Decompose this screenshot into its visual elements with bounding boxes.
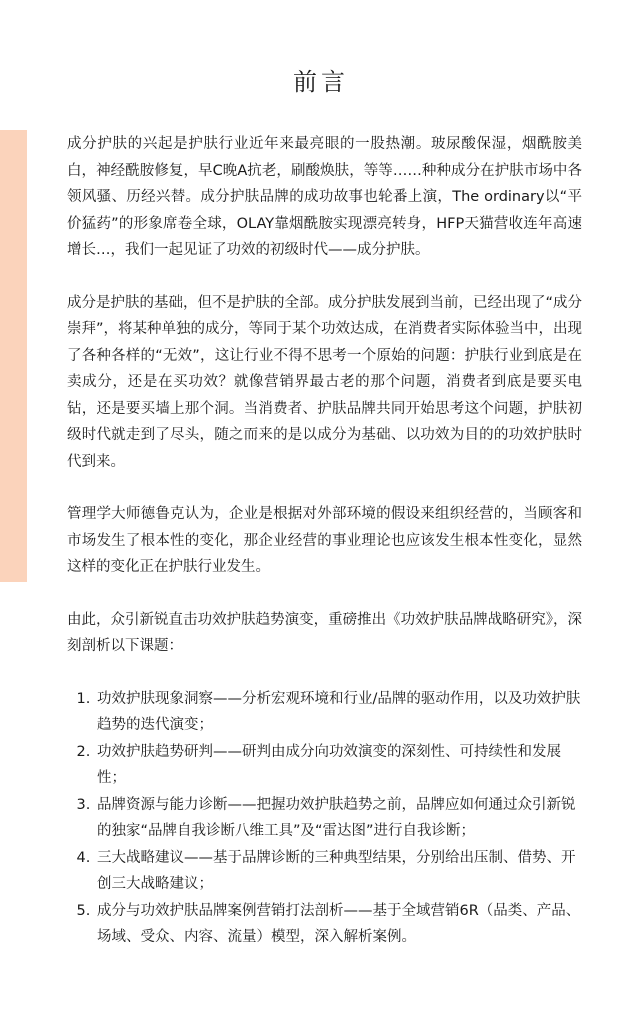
topic-item: 1. 功效护肤现象洞察——分析宏观环境和行业/品牌的驱动作用，以及功效护肤趋势的迭代演变； bbox=[95, 686, 582, 739]
paragraph-3: 管理学大师德鲁克认为，企业是根据对外部环境的假设来组织经营的，当顾客和市场发生了根本性的变化，那企业经营的事业理论也应该发生根本性变化，显然这样的变化正在护肤行业发生。 bbox=[67, 506, 582, 575]
paragraph-4: 由此，众引新锐直击功效护肤趋势演变，重磅推出《功效护肤品牌战略研究》，深刻剖析以下课题： bbox=[67, 611, 582, 654]
page-title: 前言 bbox=[293, 68, 349, 96]
topic-item: 5. 成分与功效护肤品牌案例营销打法剖析——基于全域营销6R（品类、产品、场域、受众、内容、流量）模型，深入解析案例。 bbox=[95, 898, 582, 951]
topic-item: 4. 三大战略建议——基于品牌诊断的三种典型结果，分别给出压制、借势、开创三大战略建议； bbox=[95, 845, 582, 898]
topic-list bbox=[67, 686, 582, 951]
preface-body bbox=[67, 131, 582, 951]
topic-item: 2. 功效护肤趋势研判——研判由成分向功效演变的深刻性、可持续性和发展性； bbox=[95, 739, 582, 792]
topic-item: 3. 品牌资源与能力诊断——把握功效护肤趋势之前，品牌应如何通过众引新锐的独家“品牌自我诊断八维工具”及“雷达图”进行自我诊断； bbox=[95, 792, 582, 845]
paragraph-2: 成分是护肤的基础，但不是护肤的全部。成分护肤发展到当前，已经出现了“成分崇拜”，将某种单独的成分，等同于某个功效达成，在消费者实际体验当中，出现了各种各样的“无效”，这让行业不得不思考一个原始的问题：护肤行业到底是在卖成分，还是在买功效？就像营销界最古老的那个问题，消费者到底是要买电钻，还是要买墙上那个洞。当消费者、护肤品牌共同开始思考这个问题，护肤初级时代就走到了尽头，随之而来的是以成分为基础、以功效为目的的功效护肤时代到来。 bbox=[67, 294, 583, 470]
paragraph-1: 成分护肤的兴起是护肤行业近年来最亮眼的一股热潮。玻尿酸保湿，烟酰胺美白，神经酰胺修复，早C晚A抗老，刷酸焕肤，等等……种种成分在护肤市场中各领风骚、历经兴替。成分护肤品牌的成功故事也轮番上演，The ordinary以“平价猛药”的形象席卷全球，OLAY靠烟酰胺实现漂亮转身，HFP天猫营收连年高速增长…，我们一起见证了功效的初级时代——成分护肤。 bbox=[67, 136, 582, 258]
accent-bar bbox=[0, 130, 27, 582]
